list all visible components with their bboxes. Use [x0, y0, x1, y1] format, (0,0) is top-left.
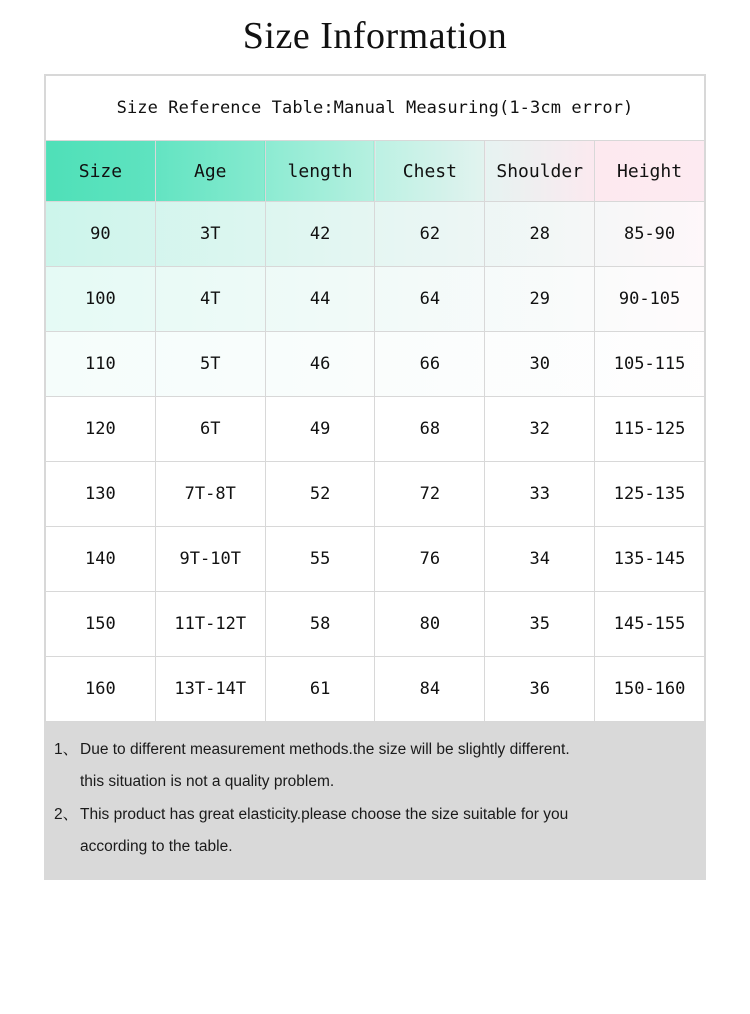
cell-length: 46	[265, 332, 375, 397]
cell-size: 90	[46, 202, 156, 267]
cell-age: 4T	[155, 267, 265, 332]
note-text: according to the table.	[80, 838, 233, 856]
cell-height: 145-155	[595, 592, 705, 657]
cell-height: 125-135	[595, 462, 705, 527]
cell-age: 13T-14T	[155, 657, 265, 722]
cell-height: 150-160	[595, 657, 705, 722]
cell-chest: 62	[375, 202, 485, 267]
cell-height: 90-105	[595, 267, 705, 332]
column-header-size: Size	[46, 141, 156, 202]
table-caption-row	[46, 76, 705, 141]
cell-age: 5T	[155, 332, 265, 397]
cell-height: 115-125	[595, 397, 705, 462]
cell-shoulder: 35	[485, 592, 595, 657]
note-line	[44, 734, 706, 766]
cell-length: 61	[265, 657, 375, 722]
cell-size: 130	[46, 462, 156, 527]
cell-chest: 76	[375, 527, 485, 592]
table-row	[46, 267, 705, 332]
cell-shoulder: 33	[485, 462, 595, 527]
cell-length: 49	[265, 397, 375, 462]
cell-length: 55	[265, 527, 375, 592]
column-header-height: Height	[595, 141, 705, 202]
note-text: Due to different measurement methods.the size will be slightly different.	[80, 741, 570, 758]
cell-chest: 72	[375, 462, 485, 527]
notes-section	[44, 722, 706, 880]
size-chart-page	[0, 14, 750, 1014]
cell-size: 140	[46, 527, 156, 592]
table-row	[46, 527, 705, 592]
cell-age: 6T	[155, 397, 265, 462]
cell-length: 44	[265, 267, 375, 332]
note-line	[44, 799, 706, 831]
note-line	[44, 831, 706, 863]
column-header-shoulder: Shoulder	[485, 141, 595, 202]
cell-size: 110	[46, 332, 156, 397]
cell-size: 150	[46, 592, 156, 657]
table-row	[46, 657, 705, 722]
cell-shoulder: 28	[485, 202, 595, 267]
cell-size: 120	[46, 397, 156, 462]
size-table-container	[44, 74, 706, 722]
table-row	[46, 592, 705, 657]
table-row	[46, 202, 705, 267]
cell-age: 7T-8T	[155, 462, 265, 527]
cell-chest: 68	[375, 397, 485, 462]
cell-shoulder: 34	[485, 527, 595, 592]
table-row	[46, 462, 705, 527]
cell-age: 11T-12T	[155, 592, 265, 657]
column-header-age: Age	[155, 141, 265, 202]
cell-age: 3T	[155, 202, 265, 267]
cell-shoulder: 36	[485, 657, 595, 722]
note-text: this situation is not a quality problem.	[80, 773, 335, 791]
note-text: This product has great elasticity.please choose the size suitable for you	[80, 805, 569, 823]
table-caption: Size Reference Table:Manual Measuring(1-3cm error)	[46, 76, 705, 141]
cell-height: 135-145	[595, 527, 705, 592]
cell-age: 9T-10T	[155, 527, 265, 592]
cell-shoulder: 29	[485, 267, 595, 332]
cell-length: 52	[265, 462, 375, 527]
size-table	[45, 75, 705, 722]
cell-length: 42	[265, 202, 375, 267]
table-header-row	[46, 141, 705, 202]
cell-shoulder: 32	[485, 397, 595, 462]
table-row	[46, 332, 705, 397]
note-number: 1、	[54, 741, 79, 758]
cell-height: 85-90	[595, 202, 705, 267]
column-header-chest: Chest	[375, 141, 485, 202]
cell-chest: 80	[375, 592, 485, 657]
cell-size: 160	[46, 657, 156, 722]
cell-chest: 66	[375, 332, 485, 397]
cell-chest: 64	[375, 267, 485, 332]
table-row	[46, 397, 705, 462]
page-title: Size Information	[242, 15, 508, 57]
note-number: 2、	[54, 805, 79, 823]
note-line	[44, 766, 706, 798]
cell-chest: 84	[375, 657, 485, 722]
cell-shoulder: 30	[485, 332, 595, 397]
column-header-length: length	[265, 141, 375, 202]
cell-length: 58	[265, 592, 375, 657]
cell-height: 105-115	[595, 332, 705, 397]
cell-size: 100	[46, 267, 156, 332]
